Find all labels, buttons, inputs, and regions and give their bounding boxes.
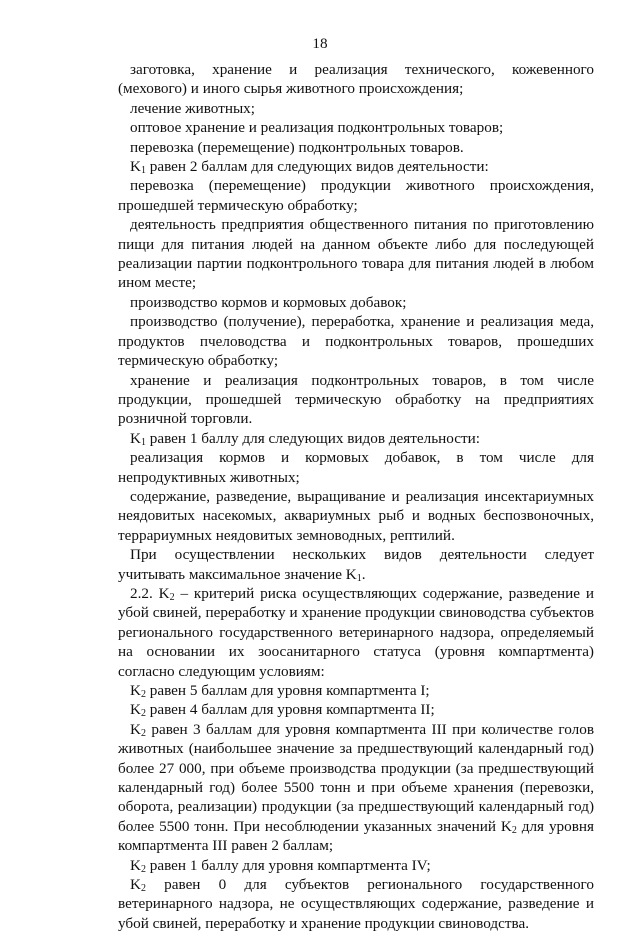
text-fragment: для уровня компартмента III равен 2 баллам; xyxy=(118,817,595,855)
document-body xyxy=(118,60,594,933)
paragraph-k2-definition xyxy=(118,584,594,681)
paragraph-retail-storage xyxy=(118,371,594,429)
text-fragment: 2.2. K xyxy=(130,584,170,602)
subscript: 1 xyxy=(140,436,146,448)
paragraph-text: перевозка (перемещение) подконтрольных товаров. xyxy=(130,138,464,156)
page-number: 18 xyxy=(312,35,328,52)
text-fragment: K xyxy=(130,701,141,719)
text-fragment: K xyxy=(130,429,141,447)
paragraph-text: заготовка, хранение и реализация технического, кожевенного (мехового) и иного сырья животного происхождения; xyxy=(118,61,594,98)
paragraph-catering xyxy=(118,215,594,293)
paragraph-k1-2-points xyxy=(118,157,594,176)
text-fragment: K xyxy=(130,158,141,176)
paragraph-text: производство кормов и кормовых добавок; xyxy=(130,293,407,311)
paragraph-transport xyxy=(118,138,594,157)
paragraph-insectarium xyxy=(118,487,594,545)
paragraph-animal-treatment xyxy=(118,99,594,118)
text-fragment: K xyxy=(130,720,141,738)
text-fragment: При осуществлении нескольких видов деятельности следует учитывать максимальное значение K xyxy=(118,546,594,583)
subscript: 2 xyxy=(140,727,146,739)
subscript: 1 xyxy=(356,572,362,584)
paragraph-text: производство (получение), переработка, хранение и реализация меда, продуктов пчеловодства и подконтрольных товаров, прошедших термическую обработку; xyxy=(118,313,594,370)
paragraph-k1-1-point xyxy=(118,429,594,448)
subscript: 2 xyxy=(140,689,146,700)
paragraph-multiple-activities xyxy=(118,545,594,584)
paragraph-k2-zero xyxy=(118,875,594,933)
paragraph-feed-sales xyxy=(118,448,594,487)
subscript: 2 xyxy=(140,883,146,895)
paragraph-k2-level-3 xyxy=(118,720,594,856)
subscript: 2 xyxy=(511,824,517,836)
text-fragment: – критерий риска осуществляющих содержание, разведение и убой свиней, переработку и хранение продукции свиноводства субъектов регионального государственного ветеринарного надзора, определяемый на основании их зоосанитарного статуса (уровня компартмента) согласно следующим условиям: xyxy=(118,584,595,680)
text-fragment: . xyxy=(361,565,366,583)
text-fragment: равен 4 баллам для уровня компартмента II; xyxy=(145,701,435,719)
paragraph-text: лечение животных; xyxy=(130,99,255,117)
subscript: 2 xyxy=(169,591,175,603)
paragraph-wholesale-storage xyxy=(118,118,594,137)
paragraph-feed-production xyxy=(118,293,594,312)
subscript: 2 xyxy=(140,863,146,875)
paragraph-raw-materials xyxy=(118,60,594,99)
paragraph-honey xyxy=(118,312,594,370)
text-fragment: равен 1 баллу для следующих видов деятельности: xyxy=(145,429,480,447)
text-fragment: равен 0 для субъектов регионального государственного ветеринарного надзора, не осуществляющих содержание, разведение и убой свиней, переработку и хранение продукции свиноводства. xyxy=(118,876,594,932)
paragraph-text: оптовое хранение и реализация подконтрольных товаров; xyxy=(130,119,504,137)
paragraph-text: хранение и реализация подконтрольных товаров, в том числе продукции, прошедшей термическую обработку на предприятиях розничной торговли. xyxy=(118,371,594,428)
subscript: 1 xyxy=(140,165,146,177)
paragraph-text: содержание, разведение, выращивание и реализация инсектариумных неядовитых насекомых, аквариумных рыб и водных беспозвоночных, террариумных неядовитых земноводных, рептилий. xyxy=(118,487,594,544)
paragraph-text: перевозка (перемещение) продукции животного происхождения, прошедшей термическую обработку; xyxy=(118,177,594,214)
text-fragment: K xyxy=(130,856,141,874)
text-fragment: равен 5 баллам для уровня компартмента I; xyxy=(145,682,430,699)
text-fragment: K xyxy=(130,682,141,699)
text-fragment: равен 1 баллу для уровня компартмента IV; xyxy=(145,856,431,874)
paragraph-transport-heat-treated xyxy=(118,176,594,215)
text-fragment: равен 2 баллам для следующих видов деятельности: xyxy=(145,158,489,176)
text-fragment: равен 3 баллам для уровня компартмента III при количестве голов животных (наибольшее значение за предшествующий календарный год) более 27 000, при объеме производства продукции (за предшествующий календарный год) более 5500 тонн и при объеме хранения (перевозки, оборота, реализации) продукции (за предшествующий календарный год) более 5500 тонн. При несоблюдении указанных значений K xyxy=(118,720,594,835)
text-fragment: K xyxy=(130,876,141,894)
paragraph-text: деятельность предприятия общественного питания по приготовлению пищи для питания людей на данном объекте либо для последующей реализации партии подконтрольного товара для питания людей в любом ином месте; xyxy=(118,216,594,292)
paragraph-k2-level-4 xyxy=(118,856,594,875)
paragraph-k2-level-1 xyxy=(118,681,594,700)
subscript: 2 xyxy=(140,708,146,720)
paragraph-text: реализация кормов и кормовых добавок, в том числе для непродуктивных животных; xyxy=(118,449,594,486)
paragraph-k2-level-2 xyxy=(118,700,594,719)
